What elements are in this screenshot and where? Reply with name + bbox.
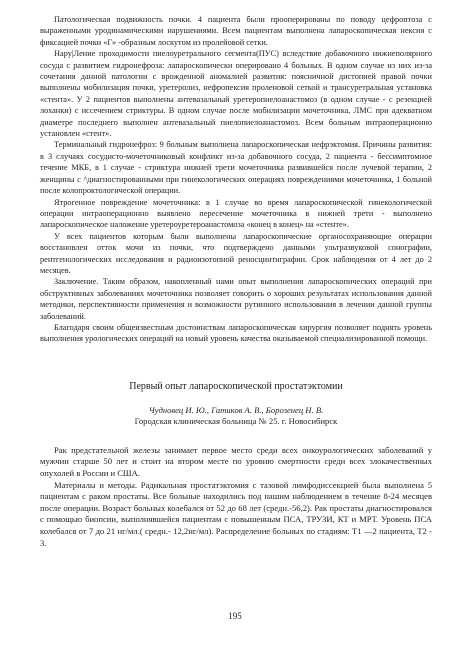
paragraph-pus-obstruction: Нару|Ление проходимости пиелоуретрального сегмента(ПУС) вследствие добавочного нижнеполярного сосуда с развитием гидронефроза: лапароскопически оперировано 4 больных. В одном случае из них из-за сочетания данной патологии с врожденной аномалией развития: поясничной дистопией правой почки выполнены мобилизация почки, уретеролиз, нефропексия проленовой сеткой и трансуретральная установка «стента». У 2 пациентов выполнены антевазальный уретеропиелоанастомоз (в одном случае - с резекцией лоханки) с иссечением стриктуры. В одном случае после мобилизации мочеточника, ЛМС при адекватном диаметре последнего выполнен антевазальный пиелопиелоанастомоз. Всем больным интраоперационно установлен «стент». [40,49,432,139]
article-authors: Чудновец И. Ю., Гатиков А. В., Борозенец Н. В. [148,404,324,415]
paragraph-closing: Благодаря своим общеизвестным достоинствам лапароскопическая хирургия позволяет поднять уровень выполнения урологических операций на новый уровень качества оказываемой специализированной помощи. [40,322,432,344]
paragraph-nephroptosis: Патологическая подвижность почки. 4 пациента были прооперированы по поводу цефроптоза с выраженными уродинамическими нарушениями. Всем пациентам выполнена лапароскопическая нексия с фиксацией почки «Г» -образным лоскутом из пролейовой сетки. [40,15,432,47]
paragraph-introduction: Рак предстательной железы занимает первое место среди всех онкоурологических заболеваний у мужчин старше 50 лет и стоит на втором месте по уровню смертности среди всех злокачественных опухолей в России и США. [40,444,432,478]
article-title: Первый опыт лапароскопической простатэктомии [129,380,343,392]
article-body [40,14,432,345]
paragraph-conclusion: Заключение. Таким образом, накопленный нами опыт выполнения лапароскопических операций при обструктивных заболеваниях мочеточника позволяет говорить о хороших результатах использования данной методики, перспективности применения и возможности рутинного использования в лечении данной группы заболеваний. [40,277,432,321]
page-number: 195 [228,611,242,621]
paragraph-materials-methods: Материалы и методы. Радикальная простатэктомия с тазовой лимфодиссекцией была выполнена 5 пациентам с раком простаты. Все больные находились под нашим наблюдением в течение 8-24 месяцев после операции. Возраст больных колебался от 52 до 68 лет (средн.-56,2). Рак простаты диагностировался с помощью биопсии, выполнявшейся пациентам с повышенным ПСА, ТРУЗИ, КТ и МРТ. Уровень ПСА колебался от 7 до 21 нг/мл.( средн.- 12,2нг/мл). Распределение больных по стадиям: Т1 —2 пациента, Т2 - 3. [40,479,432,548]
article-affiliation: Городская клиническая больница № 25. г. Новосибирск [134,415,338,426]
paragraph-results: У всех пациентов которым были выполнены лапароскопические органосохраняющие операции восстановлен отток мочи из почки, что подтверждено данными ультразвуковой сонографии, рентгенологических исследования и радиоизотопной ренoсцинтиграфии. Срок наблюдения от 4 лет до 2 месяцев. [40,231,432,275]
paragraph-terminal-hydronephrosis: Терминальный гидронефроз: 9 больным выполнена лапароскопическая нефрэктомия. Причины развития: в 3 случаях сосудисто-мочеточниковый конфликт из-за добавочного сосуда, 2 пациента - бессимптомное течение МКБ, в 1 случае - стриктура нижней трети мочеточника развившейся после лучевой терапии, 2 женщины с ^диагностированными при гинекологических операциях повреждениями мочеточника, 1 больной после колопроктологической операции. [40,140,432,196]
paragraph-iatrogenic-injury: Ятрогенное повреждение мочеточника: в 1 случае во время лапароскопической гинекологической операции интраоперационно выявлено пересечение мочеточника в нижней трети - выполнено лапароскопическое наложение уретероуретероанастомоза «конец в конец» на «стенте». [40,197,432,230]
